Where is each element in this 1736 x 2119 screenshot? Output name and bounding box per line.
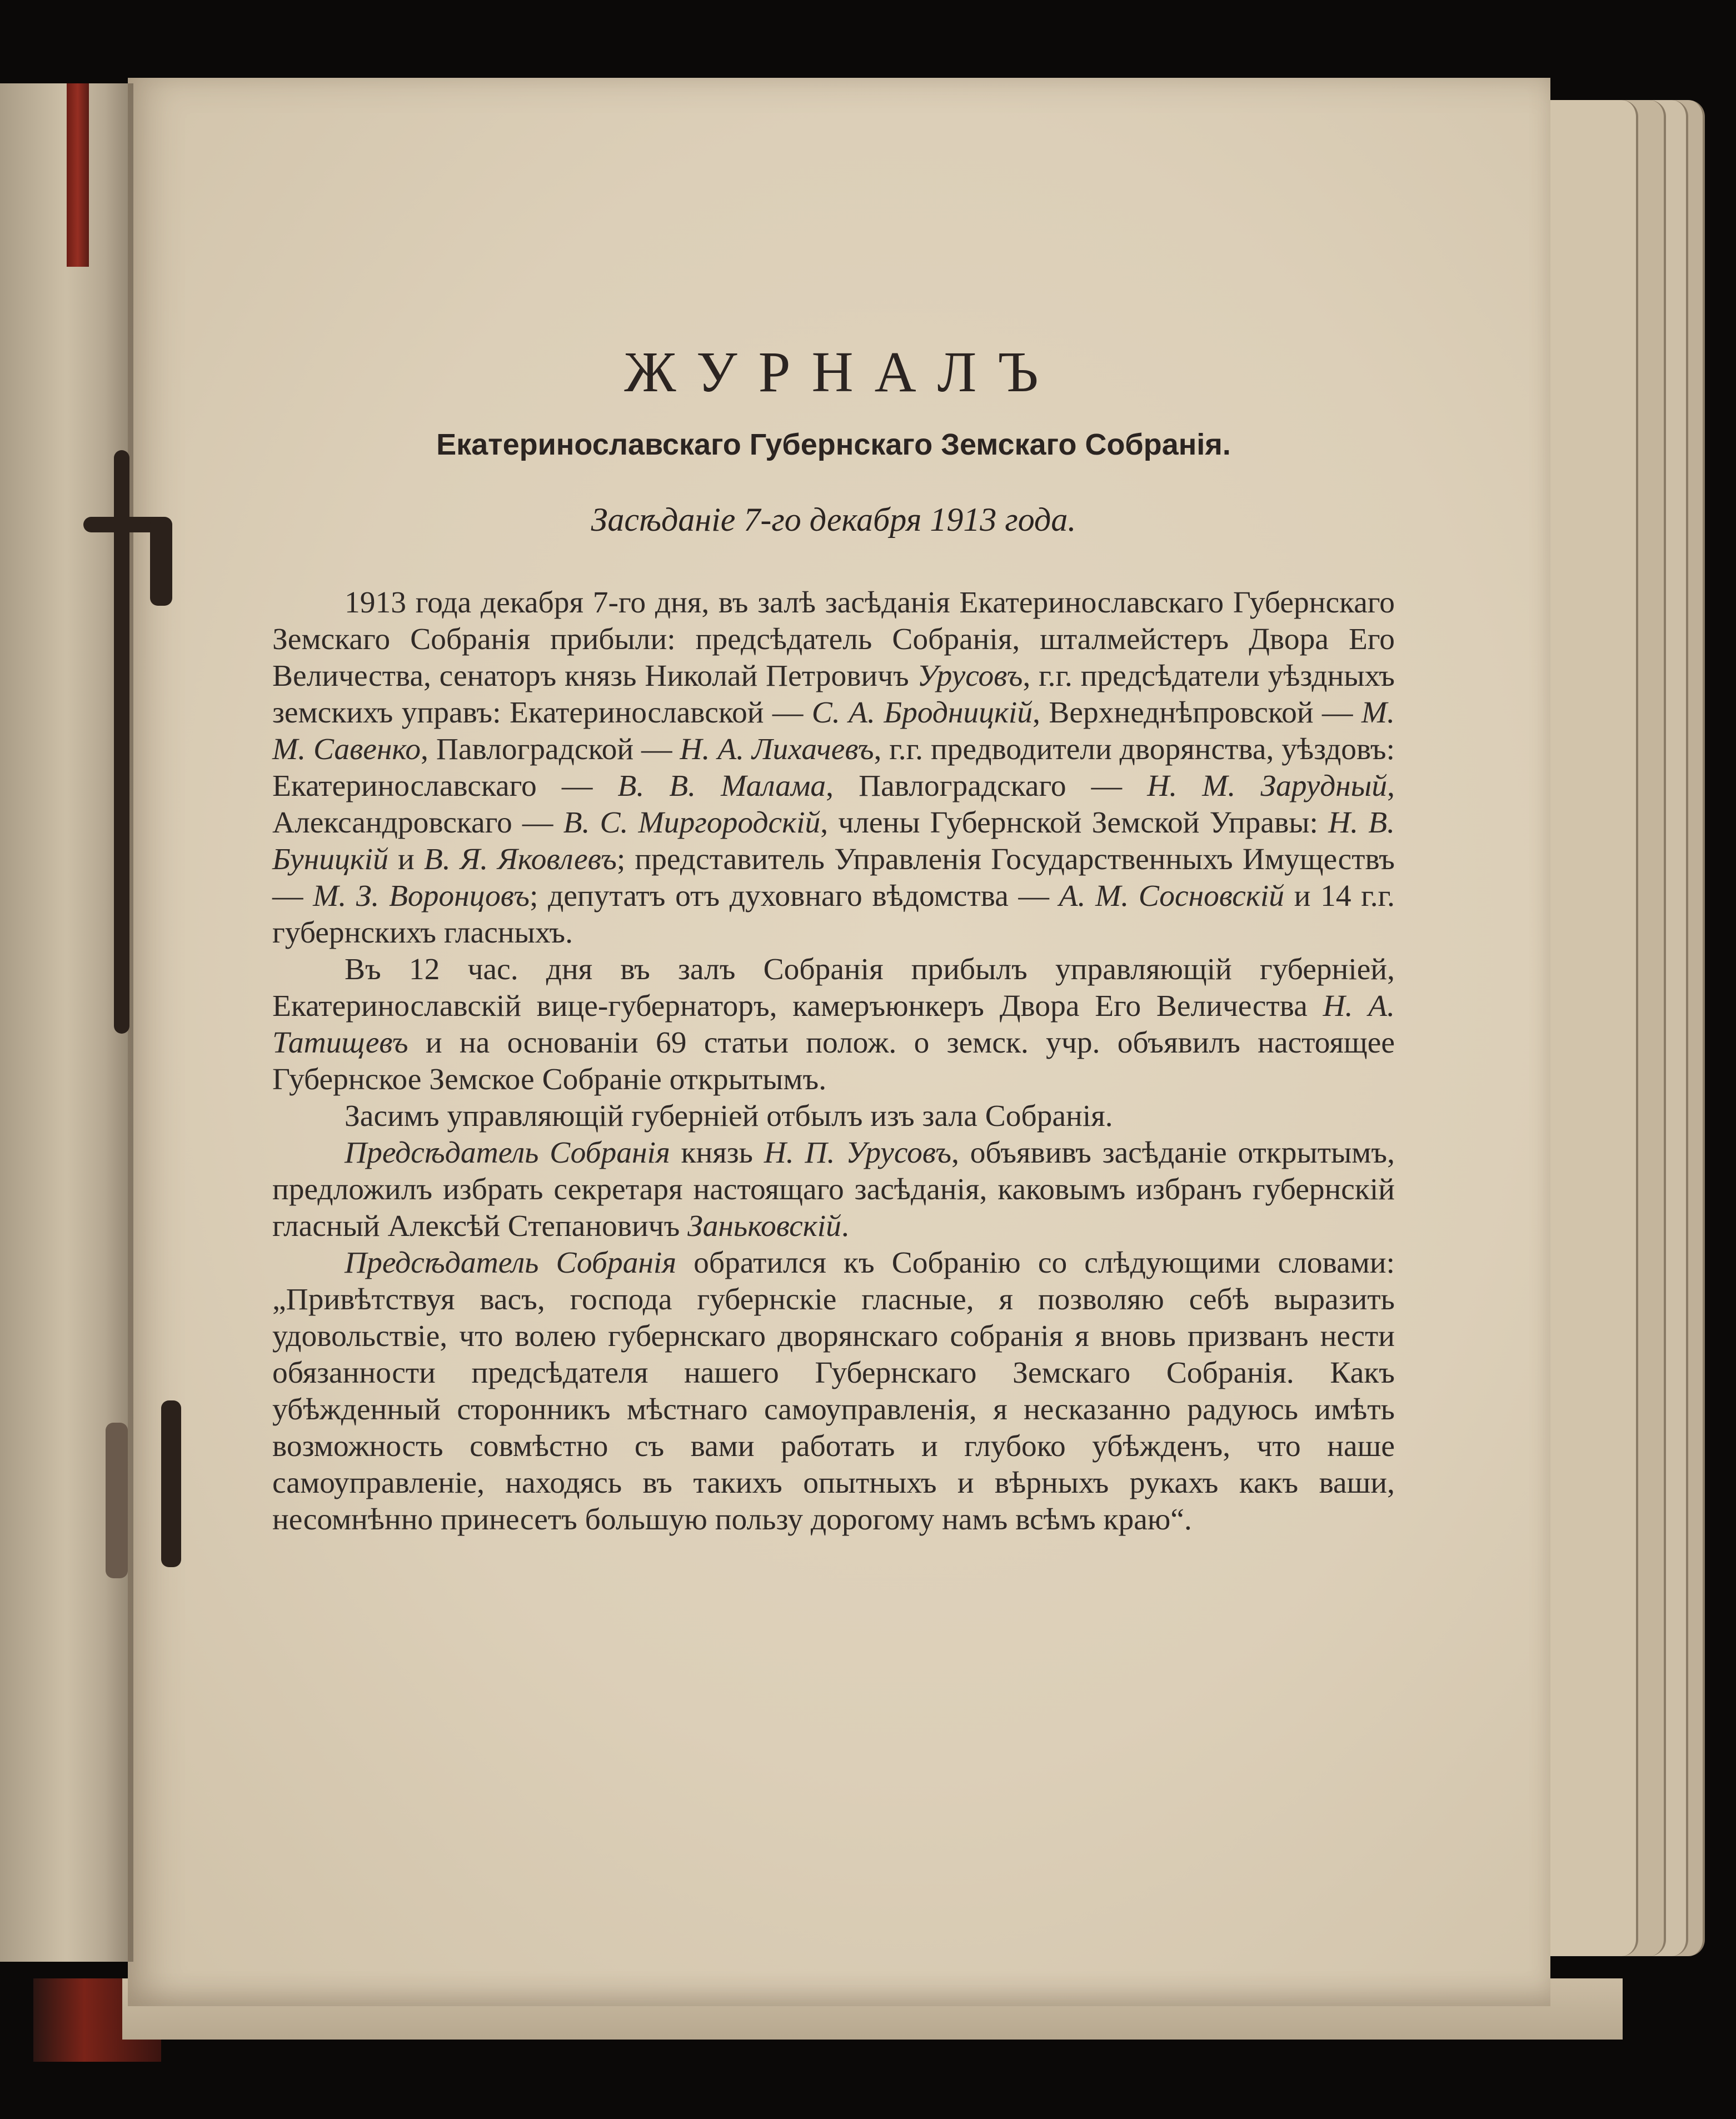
text-run: обратился къ Собранію со слѣдующими словами: „Привѣтствуя васъ, господа губернскіе гласные, я позволяю себѣ выразить удовольствіе, что волею губернскаго дворянскаго собранія я вновь призванъ нести обязанности предсѣдателя нашего Губернскаго Земскаго Собранія. Какъ убѣжденный сторонникъ мѣстнаго самоуправленія, я несказанно радуюсь имѣть возможность совмѣстно съ вами работать и глубоко убѣжденъ, что наше самоуправленіе, находясь въ такихъ опытныхъ и вѣрныхъ рукахъ какъ ваши, несомнѣнно принесетъ большую пользу дорогому намъ всѣмъ краю“. xyxy=(272,1246,1395,1537)
italic-name: Н. П. Урусовъ xyxy=(764,1136,952,1170)
page-stack-edges xyxy=(1525,100,1736,1956)
session-date: Засѣданіе 7-го декабря 1913 года. xyxy=(591,501,1076,538)
italic-name: Урусовъ xyxy=(917,659,1023,693)
paragraph xyxy=(272,1245,1395,1538)
italic-name: Н. А. Лихачевъ xyxy=(680,732,874,766)
text-run: , г.г. предводители дворянства, уѣздовъ: Екатеринославскаго — xyxy=(272,732,1395,803)
text-run: , Павлоградской — xyxy=(421,732,680,766)
italic-name: Н. А. Татищевъ xyxy=(272,989,1395,1060)
assembly-name: Екатеринославскаго Губернскаго Земскаго Собранія. xyxy=(436,428,1231,461)
paragraph xyxy=(272,1135,1395,1245)
italic-name: Заньковскій xyxy=(687,1209,841,1243)
text-run: , Александровскаго — xyxy=(272,769,1395,840)
italic-name: М. З. Воронцовъ xyxy=(313,879,530,913)
italic-name: Н. В. Буницкій xyxy=(272,806,1395,876)
text-run: князь xyxy=(670,1136,764,1170)
text-run: , объявивъ засѣданіе открытымъ, предложилъ избрать секретаря настоящаго засѣданія, каковымъ избранъ губернскій гласный Алексѣй Степановичъ xyxy=(272,1136,1395,1243)
document-page xyxy=(128,78,1550,2006)
italic-name: С. А. Бродницкій xyxy=(811,696,1033,730)
paragraph xyxy=(272,585,1395,951)
binding-stitch-lower xyxy=(161,1400,181,1567)
italic-name: А. М. Сосновскій xyxy=(1059,879,1285,913)
text-run: . xyxy=(841,1209,849,1243)
text-run: ; представитель Управленія Государственныхъ Имуществъ — xyxy=(272,842,1395,913)
text-run: Засимъ управляющій губерніей отбылъ изъ зала Собранія. xyxy=(345,1099,1113,1133)
text-run: ; депутатъ отъ духовнаго вѣдомства — xyxy=(529,879,1059,913)
italic-name: В. С. Миргородскій xyxy=(563,806,821,840)
text-run: , г.г. предсѣдатели уѣздныхъ земскихъ управъ: Екатеринославской — xyxy=(272,659,1395,730)
text-run: 1913 года декабря 7-го дня, въ залѣ засѣданія Екатеринославскаго Губернскаго Земскаго Собранія прибыли: предсѣдатель Собранія, шталмейстеръ Двора Его Величества, сенаторъ князь Николай Петровичъ xyxy=(272,586,1395,693)
text-run: , члены Губернской Земской Управы: xyxy=(820,806,1329,840)
text-run: Въ 12 час. дня въ залъ Собранія прибылъ управляющій губерніей, Екатеринославскій вице-губернаторъ, камеръюнкеръ Двора Его Величества xyxy=(272,953,1395,1023)
binding-stitch-upper xyxy=(114,450,129,1034)
text-run: и 14 г.г. губернскихъ гласныхъ. xyxy=(272,879,1395,950)
page-content xyxy=(272,339,1395,1538)
paragraph xyxy=(272,1098,1395,1135)
italic-name: В. В. Малама xyxy=(617,769,826,803)
paragraph xyxy=(272,951,1395,1098)
binding-tie-lower xyxy=(106,1423,128,1578)
italic-name: М. М. Савенко xyxy=(272,696,1395,766)
italic-name: Н. М. Зарудный xyxy=(1147,769,1388,803)
italic-name: В. Я. Яковлевъ xyxy=(423,842,617,876)
text-run: и xyxy=(388,842,424,876)
text-run: и на основаніи 69 статьи полож. о земск. учр. объявилъ настоящее Губернское Земское Собраніе открытымъ. xyxy=(272,1026,1395,1096)
journal-title: ЖУРНАЛЪ xyxy=(624,340,1060,404)
binding-tie-upper-2 xyxy=(150,517,172,606)
minutes-body xyxy=(272,585,1395,1538)
text-run: , Верхнеднѣпровской — xyxy=(1032,696,1361,730)
italic-name: Предсѣдатель Собранія xyxy=(345,1246,677,1280)
italic-name: Предсѣдатель Собранія xyxy=(345,1136,670,1170)
text-run: , Павлоградскаго — xyxy=(826,769,1148,803)
